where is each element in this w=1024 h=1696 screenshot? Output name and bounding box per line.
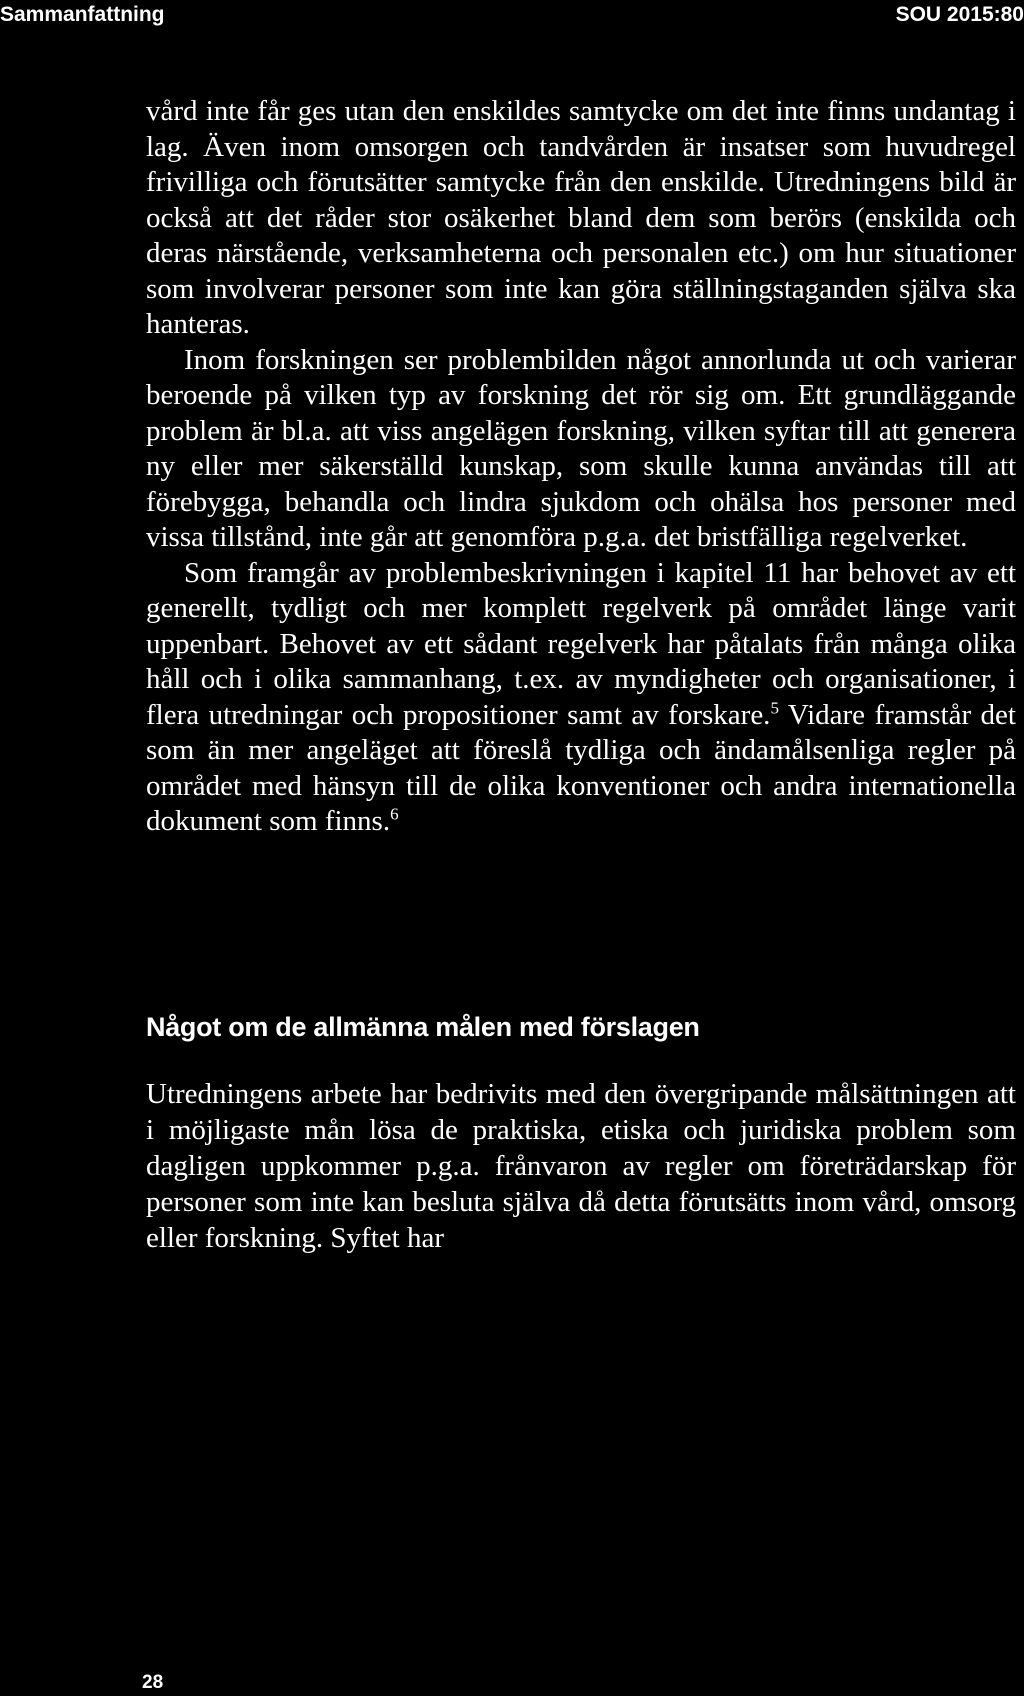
paragraph-3-text-part-2: Vidare framstår det som än mer angeläget att föreslå tydliga och ändamålsenliga regler på området med hänsyn till de olika konventioner och andra internationella dokument som finns.	[146, 698, 1016, 837]
body-text	[146, 94, 1016, 840]
paragraph-3	[146, 556, 1016, 840]
footnote-reference-5[interactable]: 5	[770, 697, 779, 717]
section-heading: Något om de allmänna målen med förslagen	[146, 1012, 700, 1042]
section-paragraph: Utredningens arbete har bedrivits med den övergripande målsättningen att i möjligaste mån lösa de praktiska, etiska och juridiska problem som dagligen uppkommer p.g.a. frånvaron av regler om företrädarskap för personer som inte kan besluta själva då detta förutsätts inom vård, omsorg eller forskning. Syftet har	[146, 1078, 1016, 1254]
paragraph-3-text-part-1: Som framgår av problembeskrivningen i kapitel 11 har behovet av ett generellt, tydligt och mer komplett regelverk på området länge varit uppenbart. Behovet av ett sådant regelverk har påtalats från många olika håll och i olika sammanhang, t.ex. av myndigheter och organisationer, i flera utredningar och propositioner samt av forskare.	[146, 556, 1016, 731]
paragraph-2: Inom forskningen ser problembilden något annorlunda ut och varierar beroende på vilken typ av forskning det rör sig om. Ett grundläggande problem är bl.a. att viss angelägen forskning, vilken syftar till att generera ny eller mer säkerställd kunskap, som skulle kunna användas till att förebygga, behandla och lindra sjukdom och ohälsa hos personer med vissa tillstånd, inte går att genomföra p.g.a. det bristfälliga regelverket.	[146, 343, 1016, 553]
paragraph-1: vård inte får ges utan den enskildes samtycke om det inte finns undantag i lag. Även inom omsorgen och tandvården är insatser som huvudregel frivilliga och förutsätter samtycke från den enskilde. Utredningens bild är också att det råder stor osäkerhet bland dem som berörs (enskilda och deras närstående, verksamheterna och personalen etc.) om hur situationer som involverar personer som inte kan göra ställningstaganden själva ska hanteras.	[146, 95, 1016, 340]
running-header-report-id: SOU 2015:80	[895, 3, 1024, 26]
footnote-reference-6[interactable]: 6	[390, 804, 399, 824]
page-number: 28	[142, 1672, 164, 1693]
running-header	[0, 0, 1024, 34]
running-header-section-title: Sammanfattning	[0, 3, 165, 26]
